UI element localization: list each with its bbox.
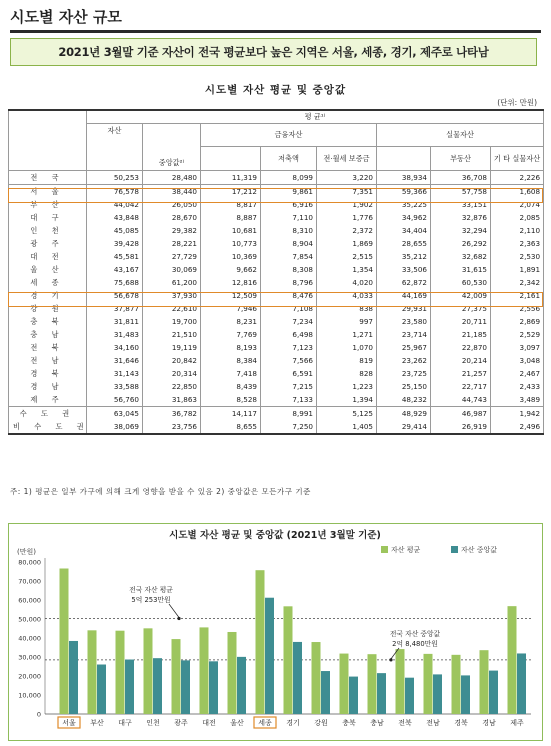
x-tick-label: 전남 — [426, 719, 440, 727]
y-tick-label: 70,000 — [18, 577, 41, 586]
value-cell: 10,773 — [201, 237, 261, 250]
value-cell: 33,588 — [87, 380, 143, 393]
value-cell: 8,476 — [261, 289, 317, 302]
table-row — [9, 380, 544, 393]
legend-swatch — [451, 546, 458, 553]
value-cell: 29,382 — [143, 224, 201, 237]
value-cell: 37,930 — [143, 289, 201, 302]
region-cell: 광 주 — [9, 237, 87, 250]
table-row — [9, 263, 544, 276]
bar — [69, 641, 78, 714]
value-cell: 7,418 — [201, 367, 261, 380]
x-tick-label: 부산 — [90, 719, 104, 727]
y-axis-unit: (만원) — [17, 548, 36, 556]
value-cell: 2,529 — [491, 328, 544, 341]
value-cell: 17,212 — [201, 185, 261, 199]
value-cell: 27,729 — [143, 250, 201, 263]
bar — [172, 639, 181, 714]
value-cell: 36,782 — [143, 407, 201, 421]
region-cell: 경 기 — [9, 289, 87, 302]
value-cell: 46,987 — [431, 407, 491, 421]
y-tick-label: 40,000 — [18, 634, 41, 643]
x-tick-label: 경남 — [482, 719, 496, 727]
value-cell: 8,887 — [201, 211, 261, 224]
value-cell: 7,133 — [261, 393, 317, 407]
value-cell: 3,097 — [491, 341, 544, 354]
value-cell: 1,776 — [317, 211, 377, 224]
annotation-mean-dot — [177, 617, 180, 620]
assets-table — [8, 109, 544, 435]
y-tick-label: 60,000 — [18, 596, 41, 605]
x-tick-label: 인천 — [146, 719, 160, 727]
bar — [60, 569, 69, 714]
y-tick-label: 0 — [36, 710, 41, 719]
value-cell: 50,253 — [87, 171, 143, 185]
value-cell: 1,354 — [317, 263, 377, 276]
header-median: 중앙값²⁾ — [143, 124, 201, 171]
header-mean-group: 평 균¹⁾ — [87, 110, 544, 124]
value-cell: 14,117 — [201, 407, 261, 421]
value-cell: 1,869 — [317, 237, 377, 250]
value-cell: 8,817 — [201, 198, 261, 211]
value-cell: 8,384 — [201, 354, 261, 367]
value-cell: 3,220 — [317, 171, 377, 185]
y-tick-label: 10,000 — [18, 691, 41, 700]
value-cell: 8,439 — [201, 380, 261, 393]
bar — [377, 673, 386, 714]
value-cell: 2,110 — [491, 224, 544, 237]
annotation-mean-leader — [169, 604, 179, 618]
value-cell: 2,496 — [491, 420, 544, 434]
value-cell: 34,404 — [377, 224, 431, 237]
bar — [209, 661, 218, 714]
x-tick-label: 제주 — [510, 719, 524, 727]
value-cell: 38,069 — [87, 420, 143, 434]
value-cell: 76,578 — [87, 185, 143, 199]
table-row — [9, 328, 544, 341]
bar — [433, 674, 442, 714]
y-tick-label: 80,000 — [18, 558, 41, 567]
table-row — [9, 367, 544, 380]
header-real: 실물자산 — [377, 124, 544, 147]
legend-label: 자산 평균 — [391, 546, 421, 554]
chart-title: 시도별 자산 평균 및 중앙값 (2021년 3월말 기준) — [169, 530, 381, 541]
value-cell: 32,682 — [431, 250, 491, 263]
value-cell: 838 — [317, 302, 377, 315]
value-cell: 19,700 — [143, 315, 201, 328]
bar — [452, 655, 461, 714]
value-cell: 997 — [317, 315, 377, 328]
value-cell: 25,967 — [377, 341, 431, 354]
value-cell: 8,796 — [261, 276, 317, 289]
value-cell: 28,221 — [143, 237, 201, 250]
region-cell: 대 구 — [9, 211, 87, 224]
annotation-mean-value: 5억 253만원 — [131, 596, 171, 604]
y-tick-label: 20,000 — [18, 672, 41, 681]
value-cell: 22,717 — [431, 380, 491, 393]
value-cell: 4,033 — [317, 289, 377, 302]
bar — [461, 675, 470, 714]
value-cell: 2,530 — [491, 250, 544, 263]
value-cell: 36,708 — [431, 171, 491, 185]
value-cell: 35,212 — [377, 250, 431, 263]
value-cell: 23,580 — [377, 315, 431, 328]
bar — [265, 598, 274, 714]
bar — [321, 671, 330, 714]
region-cell: 강 원 — [9, 302, 87, 315]
value-cell: 23,714 — [377, 328, 431, 341]
annotation-mean-label: 전국 자산 평균 — [129, 586, 173, 594]
region-cell: 울 산 — [9, 263, 87, 276]
value-cell: 25,150 — [377, 380, 431, 393]
header-region — [9, 110, 87, 171]
value-cell: 2,556 — [491, 302, 544, 315]
x-tick-label: 대전 — [202, 719, 216, 727]
value-cell: 2,467 — [491, 367, 544, 380]
value-cell: 59,366 — [377, 185, 431, 199]
region-cell: 인 천 — [9, 224, 87, 237]
table-row — [9, 237, 544, 250]
bar — [284, 606, 293, 714]
value-cell: 20,842 — [143, 354, 201, 367]
value-cell: 7,234 — [261, 315, 317, 328]
value-cell: 26,292 — [431, 237, 491, 250]
header-deposit: 전·월세 보증금 — [317, 147, 377, 171]
header-savings: 저축액 — [261, 147, 317, 171]
value-cell: 9,662 — [201, 263, 261, 276]
region-cell: 비 수 도 권 — [9, 420, 87, 434]
bar — [480, 650, 489, 714]
value-cell: 63,045 — [87, 407, 143, 421]
value-cell: 45,581 — [87, 250, 143, 263]
value-cell: 28,670 — [143, 211, 201, 224]
region-cell: 충 남 — [9, 328, 87, 341]
bar — [368, 654, 377, 714]
x-tick-label: 대구 — [118, 719, 132, 727]
value-cell: 27,375 — [431, 302, 491, 315]
value-cell: 48,232 — [377, 393, 431, 407]
region-cell: 경 남 — [9, 380, 87, 393]
bar — [153, 658, 162, 714]
value-cell: 5,125 — [317, 407, 377, 421]
value-cell: 43,848 — [87, 211, 143, 224]
value-cell: 2,869 — [491, 315, 544, 328]
value-cell: 21,510 — [143, 328, 201, 341]
value-cell: 2,342 — [491, 276, 544, 289]
value-cell: 8,193 — [201, 341, 261, 354]
table-row — [9, 315, 544, 328]
value-cell: 35,225 — [377, 198, 431, 211]
value-cell: 1,942 — [491, 407, 544, 421]
value-cell: 7,769 — [201, 328, 261, 341]
value-cell: 44,743 — [431, 393, 491, 407]
value-cell: 1,271 — [317, 328, 377, 341]
table-row — [9, 420, 544, 434]
value-cell: 8,528 — [201, 393, 261, 407]
value-cell: 28,480 — [143, 171, 201, 185]
value-cell: 3,489 — [491, 393, 544, 407]
legend-label: 자산 중앙값 — [461, 546, 498, 554]
x-tick-label: 강원 — [314, 719, 328, 727]
value-cell: 11,319 — [201, 171, 261, 185]
value-cell: 8,991 — [261, 407, 317, 421]
region-cell: 서 울 — [9, 185, 87, 199]
value-cell: 7,351 — [317, 185, 377, 199]
table-title: 시도별 자산 평균 및 중앙값 — [204, 84, 347, 96]
value-cell: 30,069 — [143, 263, 201, 276]
value-cell: 75,688 — [87, 276, 143, 289]
table-row — [9, 211, 544, 224]
bar — [517, 653, 526, 714]
table-row — [9, 198, 544, 211]
bar — [405, 678, 414, 714]
page-title: 시도별 자산 규모 — [10, 6, 541, 33]
value-cell: 62,872 — [377, 276, 431, 289]
value-cell: 2,515 — [317, 250, 377, 263]
table-row — [9, 341, 544, 354]
x-tick-label: 울산 — [230, 719, 244, 727]
value-cell: 38,440 — [143, 185, 201, 199]
value-cell: 31,483 — [87, 328, 143, 341]
value-cell: 2,226 — [491, 171, 544, 185]
value-cell: 9,861 — [261, 185, 317, 199]
value-cell: 45,085 — [87, 224, 143, 237]
bar — [340, 654, 349, 714]
value-cell: 31,143 — [87, 367, 143, 380]
headline-banner: 2021년 3월말 기준 자산이 전국 평균보다 높은 지역은 서울, 세종, 경기, 제주로 나타남 — [10, 38, 537, 66]
annotation-median-label: 전국 자산 중앙값 — [389, 630, 441, 638]
table-row — [9, 171, 544, 185]
value-cell: 43,167 — [87, 263, 143, 276]
value-cell: 20,314 — [143, 367, 201, 380]
value-cell: 7,566 — [261, 354, 317, 367]
value-cell: 20,214 — [431, 354, 491, 367]
value-cell: 33,151 — [431, 198, 491, 211]
table-row — [9, 354, 544, 367]
region-cell: 전 남 — [9, 354, 87, 367]
value-cell: 1,070 — [317, 341, 377, 354]
x-tick-label: 충북 — [342, 719, 356, 727]
value-cell: 56,678 — [87, 289, 143, 302]
value-cell: 8,308 — [261, 263, 317, 276]
header-realestate: 부동산 — [431, 147, 491, 171]
y-tick-label: 30,000 — [18, 653, 41, 662]
value-cell: 8,655 — [201, 420, 261, 434]
value-cell: 8,904 — [261, 237, 317, 250]
value-cell: 6,498 — [261, 328, 317, 341]
bar — [125, 660, 134, 714]
value-cell: 56,760 — [87, 393, 143, 407]
value-cell: 32,876 — [431, 211, 491, 224]
x-tick-label: 세종 — [258, 719, 272, 727]
value-cell: 23,756 — [143, 420, 201, 434]
annotation-median-dot — [389, 658, 392, 661]
value-cell: 26,050 — [143, 198, 201, 211]
value-cell: 44,169 — [377, 289, 431, 302]
bar — [144, 628, 153, 714]
unit-label: (단위: 만원) — [497, 98, 537, 107]
value-cell: 1,608 — [491, 185, 544, 199]
value-cell: 42,009 — [431, 289, 491, 302]
header-real-spacer — [377, 147, 431, 171]
value-cell: 19,119 — [143, 341, 201, 354]
value-cell: 33,506 — [377, 263, 431, 276]
value-cell: 1,405 — [317, 420, 377, 434]
region-cell: 부 산 — [9, 198, 87, 211]
table-row — [9, 185, 544, 199]
value-cell: 34,160 — [87, 341, 143, 354]
bar — [237, 657, 246, 714]
header-other-real: 기 타 실물자산 — [491, 147, 544, 171]
table-row — [9, 393, 544, 407]
bar — [293, 642, 302, 714]
value-cell: 2,161 — [491, 289, 544, 302]
value-cell: 32,294 — [431, 224, 491, 237]
asset-chart — [9, 524, 541, 739]
bar — [312, 642, 321, 714]
value-cell: 34,962 — [377, 211, 431, 224]
value-cell: 6,591 — [261, 367, 317, 380]
footnote: 주: 1) 평균은 일부 가구에 의해 크게 영향을 받을 수 있음 2) 중앙값은 모든가구 기준 — [10, 487, 311, 496]
value-cell: 22,610 — [143, 302, 201, 315]
region-cell: 세 종 — [9, 276, 87, 289]
table-row — [9, 407, 544, 421]
annotation-median-value: 2억 8,480만원 — [392, 640, 438, 648]
bar — [181, 660, 190, 714]
value-cell: 31,811 — [87, 315, 143, 328]
value-cell: 31,863 — [143, 393, 201, 407]
value-cell: 29,931 — [377, 302, 431, 315]
value-cell: 8,231 — [201, 315, 261, 328]
y-tick-label: 50,000 — [18, 615, 41, 624]
bar — [396, 649, 405, 714]
value-cell: 819 — [317, 354, 377, 367]
x-tick-label: 경기 — [286, 719, 300, 727]
value-cell: 38,934 — [377, 171, 431, 185]
value-cell: 7,946 — [201, 302, 261, 315]
value-cell: 828 — [317, 367, 377, 380]
value-cell: 20,711 — [431, 315, 491, 328]
bar — [116, 631, 125, 714]
bar — [97, 665, 106, 714]
region-cell: 대 전 — [9, 250, 87, 263]
value-cell: 39,428 — [87, 237, 143, 250]
value-cell: 23,725 — [377, 367, 431, 380]
value-cell: 8,310 — [261, 224, 317, 237]
chart-panel — [8, 523, 543, 741]
region-cell: 충 북 — [9, 315, 87, 328]
value-cell: 3,048 — [491, 354, 544, 367]
value-cell: 22,870 — [431, 341, 491, 354]
x-tick-label: 충남 — [370, 719, 384, 727]
value-cell: 26,919 — [431, 420, 491, 434]
value-cell: 21,257 — [431, 367, 491, 380]
region-cell: 경 북 — [9, 367, 87, 380]
region-cell: 수 도 권 — [9, 407, 87, 421]
value-cell: 7,215 — [261, 380, 317, 393]
x-tick-label: 광주 — [174, 719, 188, 727]
legend-swatch — [381, 546, 388, 553]
value-cell: 1,891 — [491, 263, 544, 276]
region-cell: 전 북 — [9, 341, 87, 354]
value-cell: 7,854 — [261, 250, 317, 263]
value-cell: 2,433 — [491, 380, 544, 393]
bar — [228, 632, 237, 714]
x-tick-label: 경북 — [454, 719, 468, 727]
table-row — [9, 250, 544, 263]
value-cell: 7,123 — [261, 341, 317, 354]
value-cell: 4,020 — [317, 276, 377, 289]
value-cell: 23,262 — [377, 354, 431, 367]
value-cell: 12,816 — [201, 276, 261, 289]
value-cell: 1,902 — [317, 198, 377, 211]
value-cell: 21,185 — [431, 328, 491, 341]
value-cell: 2,372 — [317, 224, 377, 237]
value-cell: 7,110 — [261, 211, 317, 224]
bar — [489, 671, 498, 714]
table-row — [9, 289, 544, 302]
value-cell: 6,916 — [261, 198, 317, 211]
value-cell: 22,850 — [143, 380, 201, 393]
bar — [88, 630, 97, 714]
table-row — [9, 224, 544, 237]
header-total-asset: 자산 — [87, 124, 143, 171]
value-cell: 7,250 — [261, 420, 317, 434]
value-cell: 31,646 — [87, 354, 143, 367]
bar — [349, 677, 358, 714]
bar — [424, 654, 433, 714]
value-cell: 2,363 — [491, 237, 544, 250]
value-cell: 7,108 — [261, 302, 317, 315]
bar — [508, 606, 517, 714]
value-cell: 10,681 — [201, 224, 261, 237]
table-row — [9, 276, 544, 289]
value-cell: 37,877 — [87, 302, 143, 315]
value-cell: 57,758 — [431, 185, 491, 199]
value-cell: 1,223 — [317, 380, 377, 393]
value-cell: 44,042 — [87, 198, 143, 211]
region-cell: 전 국 — [9, 171, 87, 185]
value-cell: 2,074 — [491, 198, 544, 211]
header-financial: 금융자산 — [201, 124, 377, 147]
value-cell: 29,414 — [377, 420, 431, 434]
table-row — [9, 302, 544, 315]
value-cell: 48,929 — [377, 407, 431, 421]
bar — [200, 627, 209, 714]
value-cell: 1,394 — [317, 393, 377, 407]
x-tick-label: 전북 — [398, 719, 412, 727]
value-cell: 60,530 — [431, 276, 491, 289]
value-cell: 31,615 — [431, 263, 491, 276]
value-cell: 61,200 — [143, 276, 201, 289]
value-cell: 8,099 — [261, 171, 317, 185]
value-cell: 28,655 — [377, 237, 431, 250]
value-cell: 2,085 — [491, 211, 544, 224]
value-cell: 10,369 — [201, 250, 261, 263]
value-cell: 12,509 — [201, 289, 261, 302]
region-cell: 제 주 — [9, 393, 87, 407]
x-tick-label: 서울 — [62, 719, 76, 727]
bar — [256, 570, 265, 714]
header-financial-spacer — [201, 147, 261, 171]
